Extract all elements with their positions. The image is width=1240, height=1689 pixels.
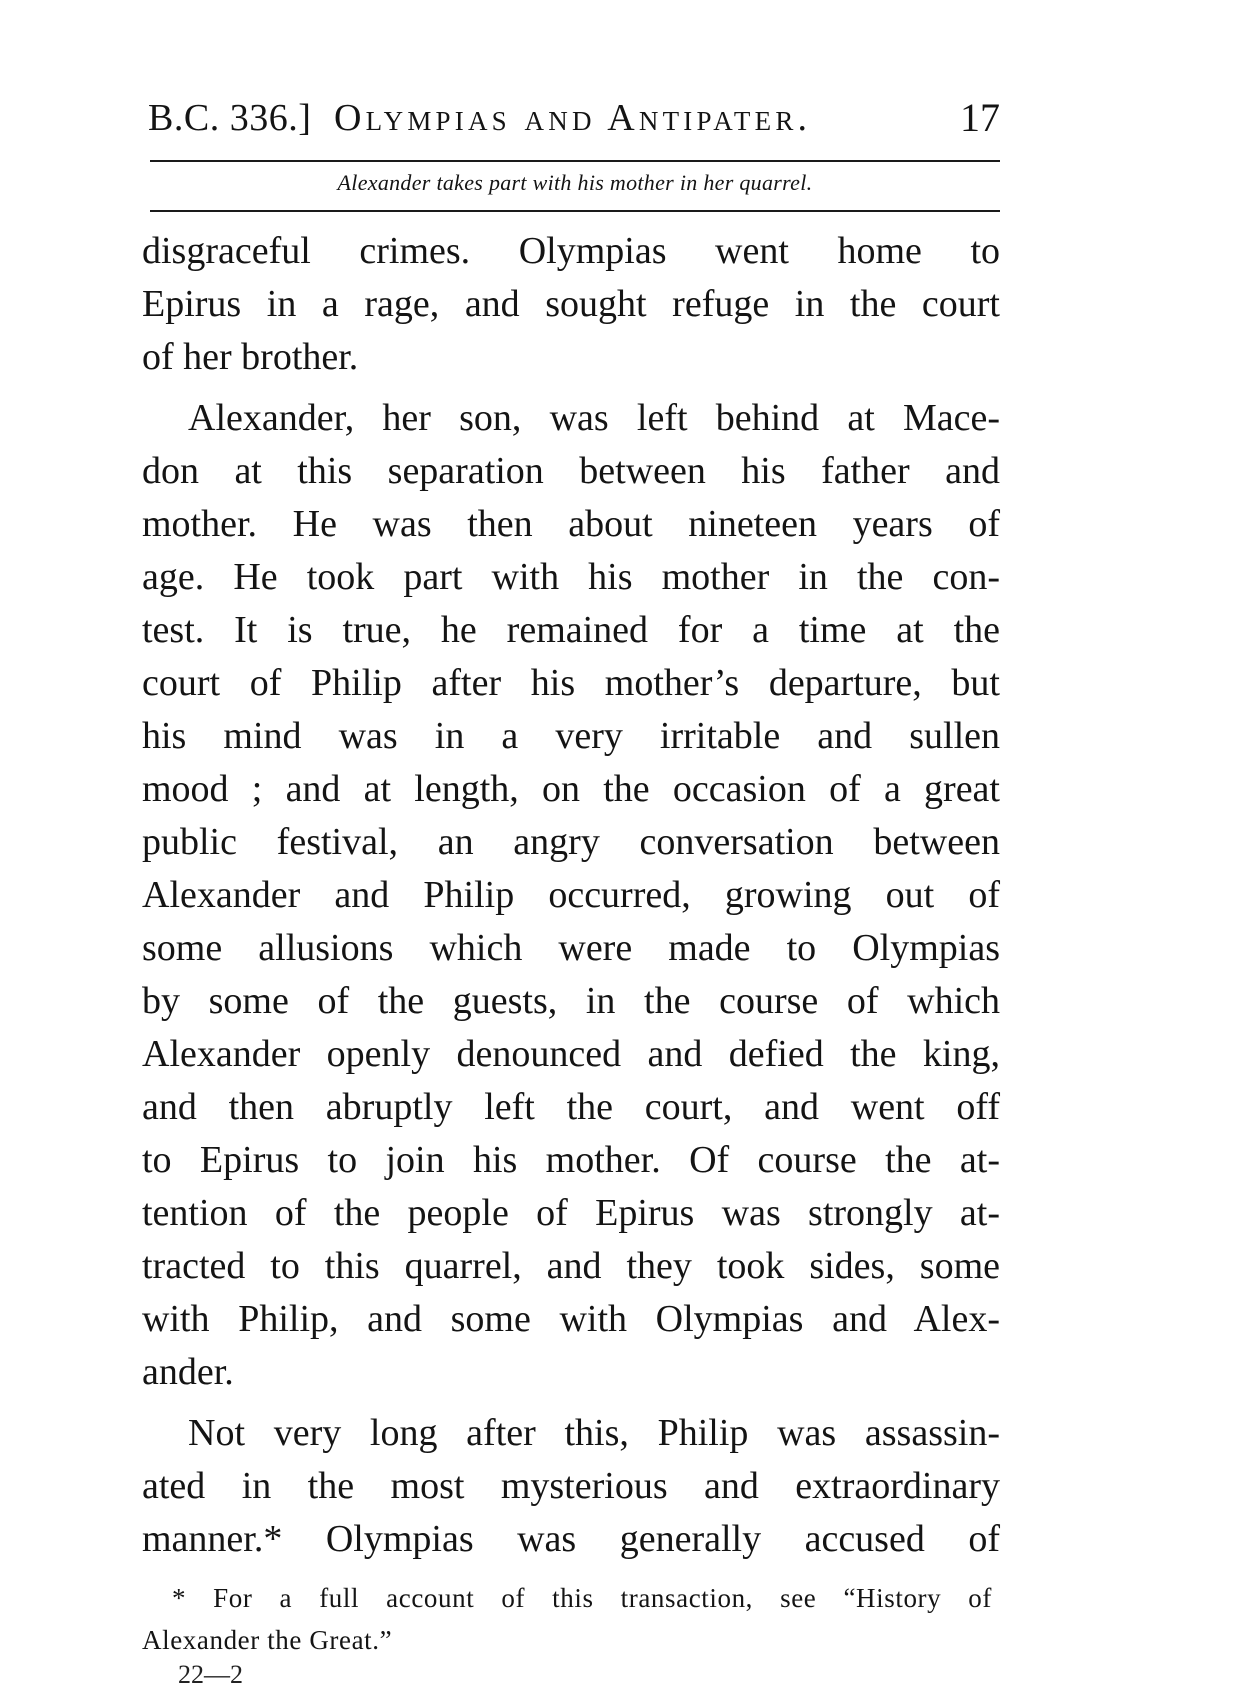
paragraph-gap: [142, 1399, 1000, 1407]
paragraph-gap: [142, 384, 1000, 392]
text-line: ander.: [142, 1351, 234, 1393]
text-line: ated in the most mysterious and extraordinary: [142, 1465, 1000, 1507]
text-line: manner.* Olympias was generally accused of: [142, 1518, 1000, 1560]
text-line: and then abruptly left the court, and went off: [142, 1086, 1000, 1128]
text-line: his mind was in a very irritable and sullen: [142, 715, 1000, 757]
header-rule-bottom: [150, 210, 1000, 212]
running-head: [148, 90, 1000, 150]
text-line: Alexander, her son, was left behind at Mace-: [188, 397, 1000, 439]
text-line: mother. He was then about nineteen years of: [142, 503, 1000, 545]
text-line: age. He took part with his mother in the con-: [142, 556, 1000, 598]
text-line: of her brother.: [142, 336, 359, 378]
header-year: B.C. 336.]: [148, 97, 312, 139]
footnote-line: Alexander the Great.”: [142, 1625, 393, 1655]
text-line: with Philip, and some with Olympias and Alex-: [142, 1298, 1000, 1340]
page-summary: Alexander takes part with his mother in her quarrel.: [337, 170, 813, 195]
text-line: tention of the people of Epirus was strongly at-: [142, 1192, 1000, 1234]
footnote-line: * For a full account of this transaction, see “History of: [172, 1583, 992, 1613]
text-line: Not very long after this, Philip was assassin-: [188, 1412, 1000, 1454]
text-line: public festival, an angry conversation between: [142, 821, 1000, 863]
footnote: [142, 1577, 992, 1661]
signature-mark: 22—2: [178, 1660, 243, 1689]
text-line: don at this separation between his father and: [142, 450, 1000, 492]
text-line: test. It is true, he remained for a time at the: [142, 609, 1000, 651]
text-line: by some of the guests, in the course of which: [142, 980, 1000, 1022]
text-line: some allusions which were made to Olympias: [142, 927, 1000, 969]
text-line: Alexander and Philip occurred, growing out of: [142, 874, 1000, 916]
body-text: [142, 225, 1000, 1566]
page-number: 17: [960, 95, 1000, 140]
text-line: mood ; and at length, on the occasion of a great: [142, 768, 1000, 810]
text-line: disgraceful crimes. Olympias went home to: [142, 230, 1000, 272]
text-line: Alexander openly denounced and defied the king,: [142, 1033, 1000, 1075]
header-rule-top: [150, 160, 1000, 162]
text-line: court of Philip after his mother’s departure, but: [142, 662, 1000, 704]
header-title: Olympias and Antipater.: [334, 97, 812, 139]
text-line: to Epirus to join his mother. Of course the at-: [142, 1139, 1000, 1181]
text-line: Epirus in a rage, and sought refuge in the court: [142, 283, 1000, 325]
text-line: tracted to this quarrel, and they took sides, some: [142, 1245, 1000, 1287]
